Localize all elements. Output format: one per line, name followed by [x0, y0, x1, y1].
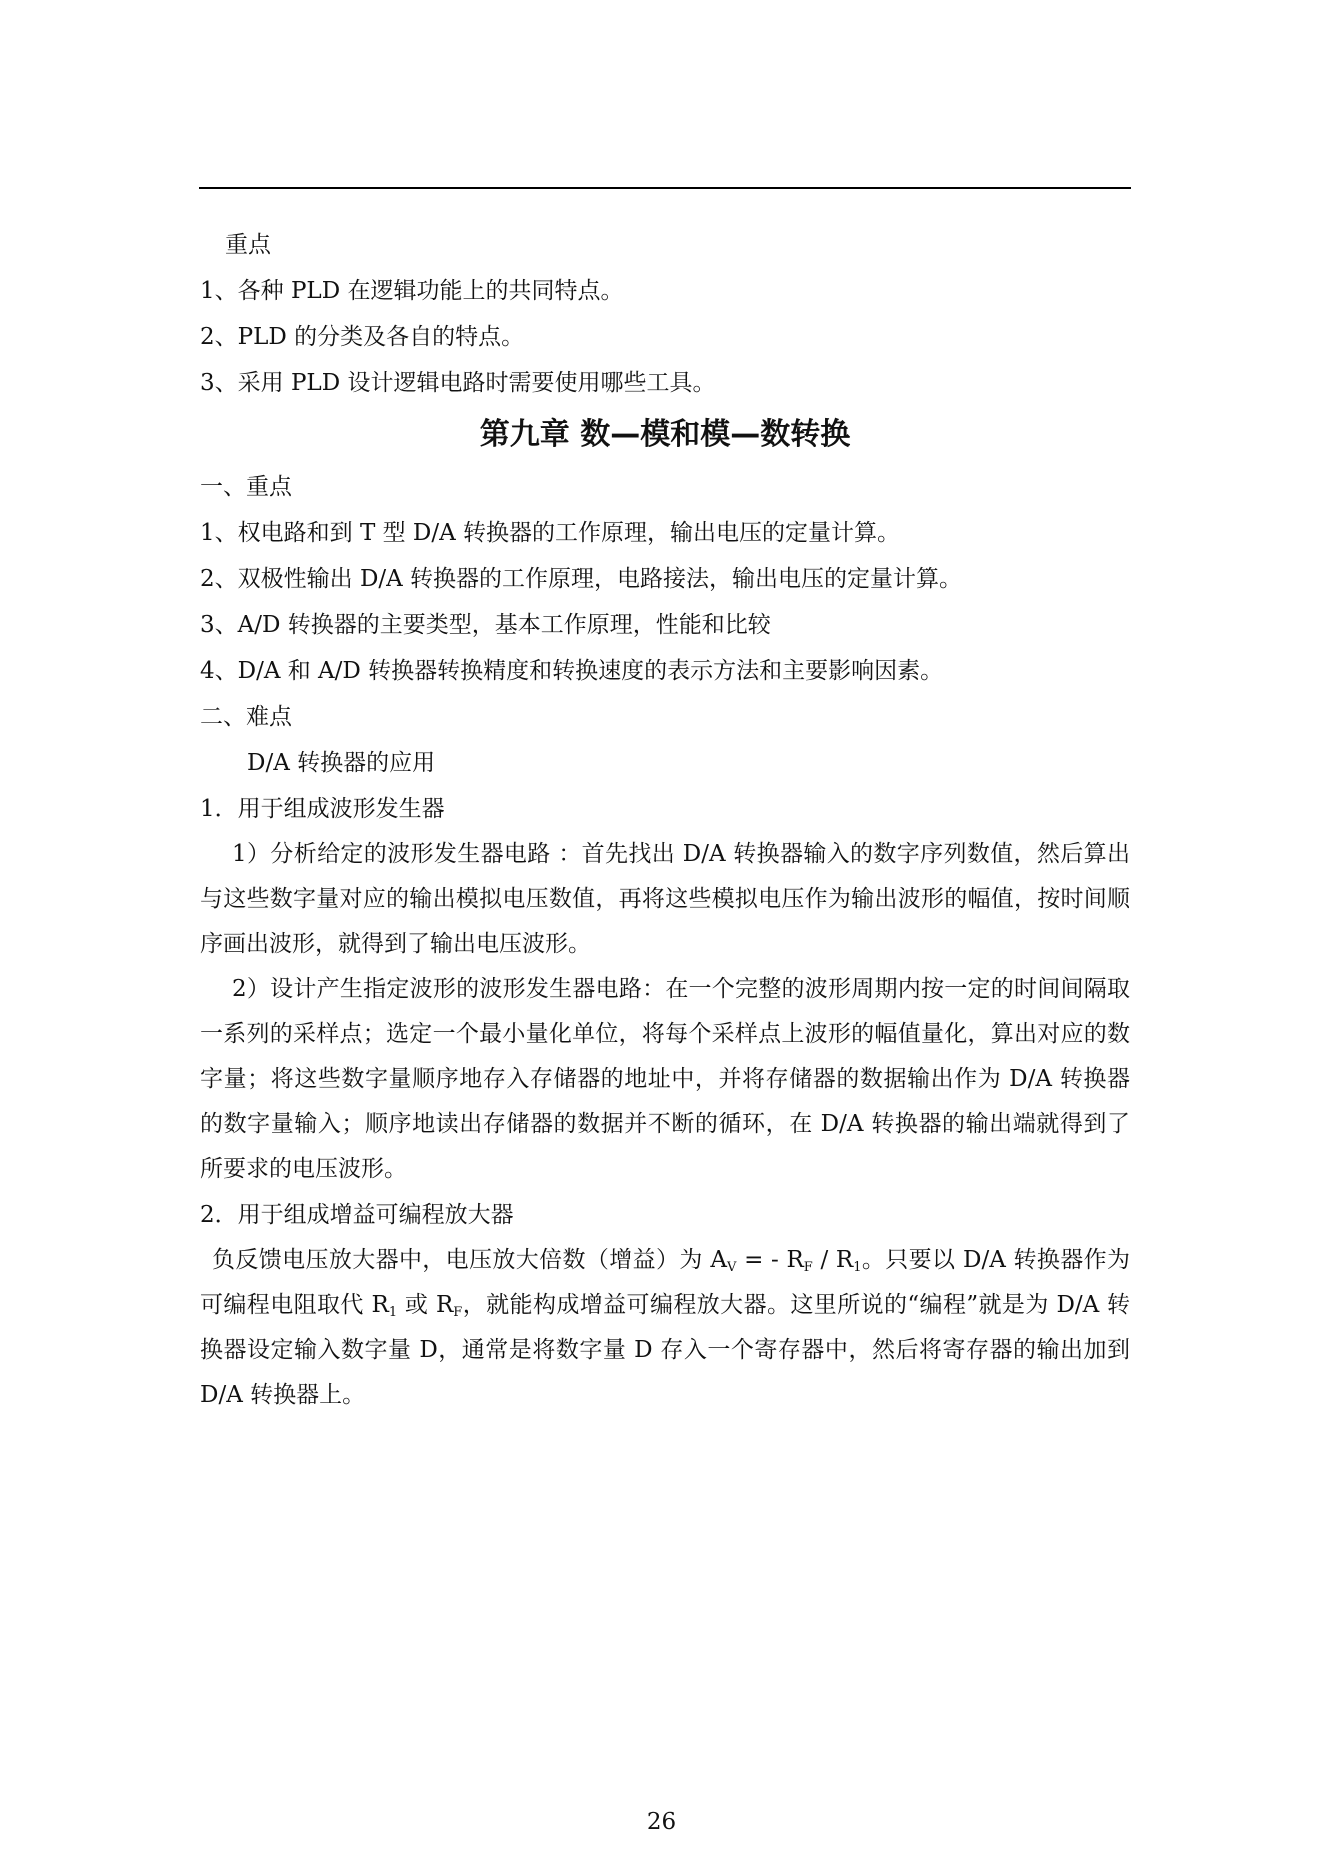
list-item: 3、A/D 转换器的主要类型，基本工作原理，性能和比较: [200, 612, 771, 638]
header-rule: [199, 187, 1131, 189]
key-point: 3、采用 PLD 设计逻辑电路时需要使用哪些工具。: [200, 370, 716, 396]
text-run: = - R: [736, 1247, 804, 1273]
subscript: V: [727, 1260, 737, 1275]
text-run: / R: [812, 1247, 854, 1273]
section-heading-key: 一、重点: [200, 474, 292, 500]
text-run: 。只要以 D/A 转换器作为可编程电阻取代 R: [200, 1247, 1131, 1318]
text-run: 或 R: [397, 1292, 454, 1318]
key-point: 1、各种 PLD 在逻辑功能上的共同特点。: [200, 278, 624, 304]
chapter-title: 第九章 数—模和模—数转换: [479, 417, 851, 452]
page-number: 26: [646, 1809, 677, 1835]
paragraph: 1）分析给定的波形发生器电路 ：首先找出 D/A 转换器输入的数字序列数值，然后算出与这些数字量对应的输出模拟电压数值，再将这些模拟电压作为输出波形的幅值，按时间顺序画出波形，就得到了输出电压波形。: [200, 841, 1130, 957]
list-item: 2、双极性输出 D/A 转换器的工作原理，电路接法，输出电压的定量计算。: [200, 566, 963, 592]
page-content: [200, 222, 1130, 1418]
key-point: 2、PLD 的分类及各自的特点。: [200, 324, 525, 350]
list-item: 4、D/A 和 A/D 转换器转换精度和转换速度的表示方法和主要影响因素。: [200, 658, 944, 684]
section-heading-difficulty: 二、难点: [200, 704, 292, 730]
subsection-title: D/A 转换器的应用: [247, 750, 436, 776]
subscript: F: [803, 1260, 813, 1275]
text-run: 负反馈电压放大器中，电压放大倍数（增益）为 A: [212, 1247, 727, 1273]
paragraph-gain: [200, 1238, 1130, 1418]
subscript: 1: [388, 1305, 398, 1320]
paragraph: 2）设计产生指定波形的波形发生器电路：在一个完整的波形周期内按一定的时间间隔取一系列的采样点；选定一个最小量化单位，将每个采样点上波形的幅值量化，算出对应的数字量；将这些数字量顺序地存入存储器的地址中，并将存储器的数据输出作为 D/A 转换器的数字量输入；顺序地读出存储器的数据并不断的循环，在 D/A 转换器的输出端就得到了所要求的电压波形。: [200, 976, 1130, 1182]
item-heading: 1．用于组成波形发生器: [200, 796, 445, 822]
item-heading: 2．用于组成增益可编程放大器: [200, 1202, 514, 1228]
section-heading: 重点: [225, 232, 271, 258]
subscript: 1: [853, 1260, 862, 1275]
subscript: F: [453, 1305, 463, 1320]
text-run: ，就能构成增益可编程放大器。这里所说的“编程”就是为 D/A 转换器设定输入数字量 D，通常是将数字量 D 存入一个寄存器中，然后将寄存器的输出加到 D/A 转换器上。: [200, 1292, 1130, 1408]
list-item: 1、权电路和到 T 型 D/A 转换器的工作原理，输出电压的定量计算。: [200, 520, 901, 546]
